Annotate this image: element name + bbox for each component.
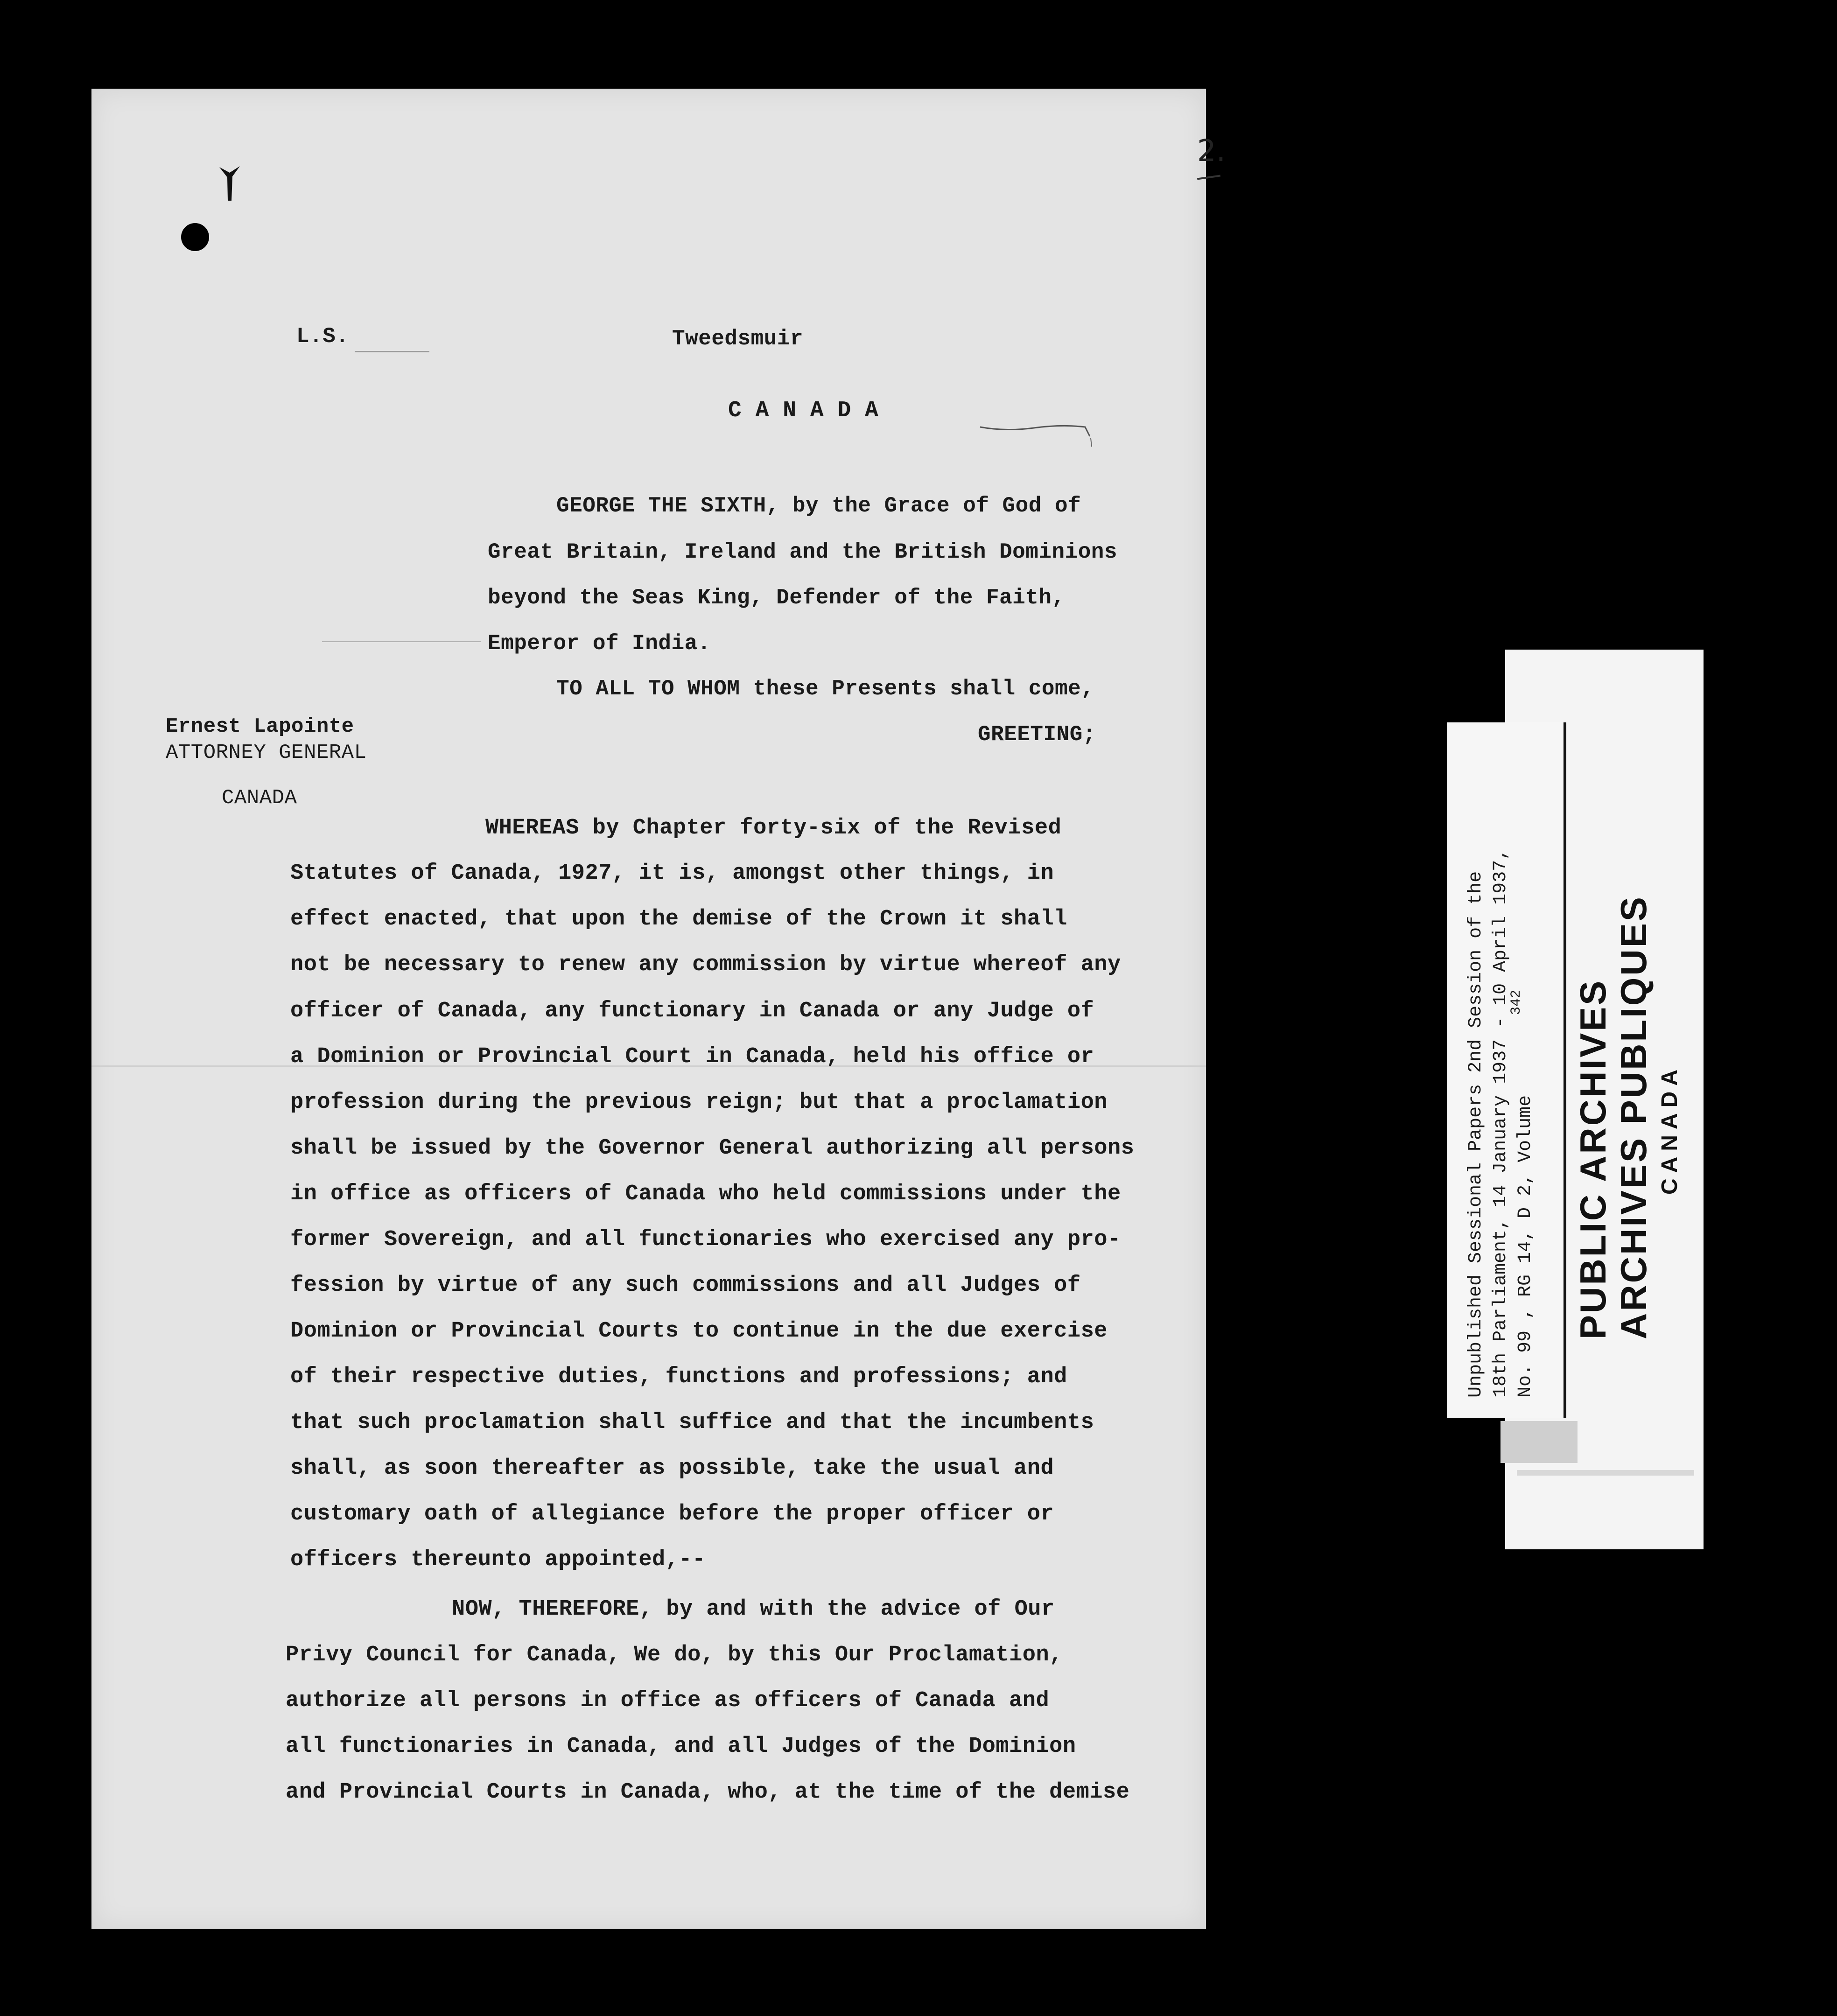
label-shadow xyxy=(1500,1421,1578,1463)
body-line: a Dominion or Provincial Court in Canada, held his office or xyxy=(290,1044,1094,1069)
body-line: all functionaries in Canada, and all Judges of the Dominion xyxy=(286,1734,1076,1759)
body-line: NOW, THEREFORE, by and with the advice of Our xyxy=(452,1597,1055,1622)
body-line: officer of Canada, any functionary in Canada or any Judge of xyxy=(290,999,1094,1023)
archive-reference-line: 18th Parliament, 14 January 1937 - 10 April 1937, xyxy=(1490,848,1511,1398)
archive-reference-line: No. 99 , RG 14, D 2, Volume xyxy=(1515,1095,1536,1398)
preamble-line: GEORGE THE SIXTH, by the Grace of God of xyxy=(556,494,1081,518)
clip-mark-icon xyxy=(216,162,244,204)
body-line: effect enacted, that upon the demise of the Crown it shall xyxy=(290,907,1067,931)
body-line: shall, as soon thereafter as possible, take the usual and xyxy=(290,1456,1054,1481)
body-line: WHEREAS by Chapter forty-six of the Revised xyxy=(485,816,1062,840)
preamble-line: Great Britain, Ireland and the British Dominions xyxy=(488,540,1118,564)
margin-note-title: ATTORNEY GENERAL xyxy=(166,741,367,764)
margin-note-name: Ernest Lapointe xyxy=(166,715,354,738)
greeting: GREETING; xyxy=(978,722,1096,747)
body-line: fession by virtue of any such commissions and all Judges of xyxy=(290,1273,1081,1298)
preamble-line: beyond the Seas King, Defender of the Faith, xyxy=(488,586,1065,610)
punch-hole xyxy=(181,223,209,251)
body-line: in office as officers of Canada who held commissions under the xyxy=(290,1182,1121,1206)
body-line: that such proclamation shall suffice and that the incumbents xyxy=(290,1410,1094,1435)
label-edge-strip xyxy=(1517,1470,1694,1476)
body-line: Dominion or Provincial Courts to continue in the due exercise xyxy=(290,1319,1108,1344)
archive-stamp-line: ARCHIVES PUBLIQUES xyxy=(1613,895,1654,1339)
archive-stamp-line: CANADA xyxy=(1657,1064,1682,1195)
body-line: authorize all persons in office as officers of Canada and xyxy=(286,1688,1050,1713)
archive-reference-line: Unpublished Sessional Papers 2nd Session of the xyxy=(1465,871,1486,1398)
body-line: Statutes of Canada, 1927, it is, amongst other things, in xyxy=(290,861,1054,886)
body-line: former Sovereign, and all functionaries who exercised any pro- xyxy=(290,1227,1121,1252)
body-line: Privy Council for Canada, We do, by this Our Proclamation, xyxy=(286,1643,1063,1667)
pencil-scribble-icon xyxy=(978,418,1099,455)
faint-rule xyxy=(322,641,481,642)
body-line: profession during the previous reign; but that a proclamation xyxy=(290,1090,1108,1115)
preamble-line: Emperor of India. xyxy=(488,631,711,656)
body-line: of their respective duties, functions and professions; and xyxy=(290,1365,1067,1389)
body-line: not be necessary to renew any commission by virtue whereof any xyxy=(290,952,1121,977)
body-line: and Provincial Courts in Canada, who, at the time of the demise xyxy=(286,1780,1130,1805)
page-number: 2. xyxy=(1197,134,1226,168)
seal-underline xyxy=(355,351,429,352)
archive-stamp-line: PUBLIC ARCHIVES xyxy=(1572,979,1613,1339)
signature-name: Tweedsmuir xyxy=(672,327,804,351)
body-line: customary oath of allegiance before the proper officer or xyxy=(290,1502,1054,1526)
body-line: officers thereunto appointed,-- xyxy=(290,1547,706,1572)
archive-volume-number: 342 xyxy=(1508,989,1524,1015)
preamble-line: TO ALL TO WHOM these Presents shall come, xyxy=(556,677,1094,701)
body-line: shall be issued by the Governor General authorizing all persons xyxy=(290,1136,1135,1161)
seal-mark: L.S. xyxy=(296,324,349,349)
country-heading: C A N A D A xyxy=(728,398,879,423)
margin-note-country: CANADA xyxy=(222,786,297,810)
